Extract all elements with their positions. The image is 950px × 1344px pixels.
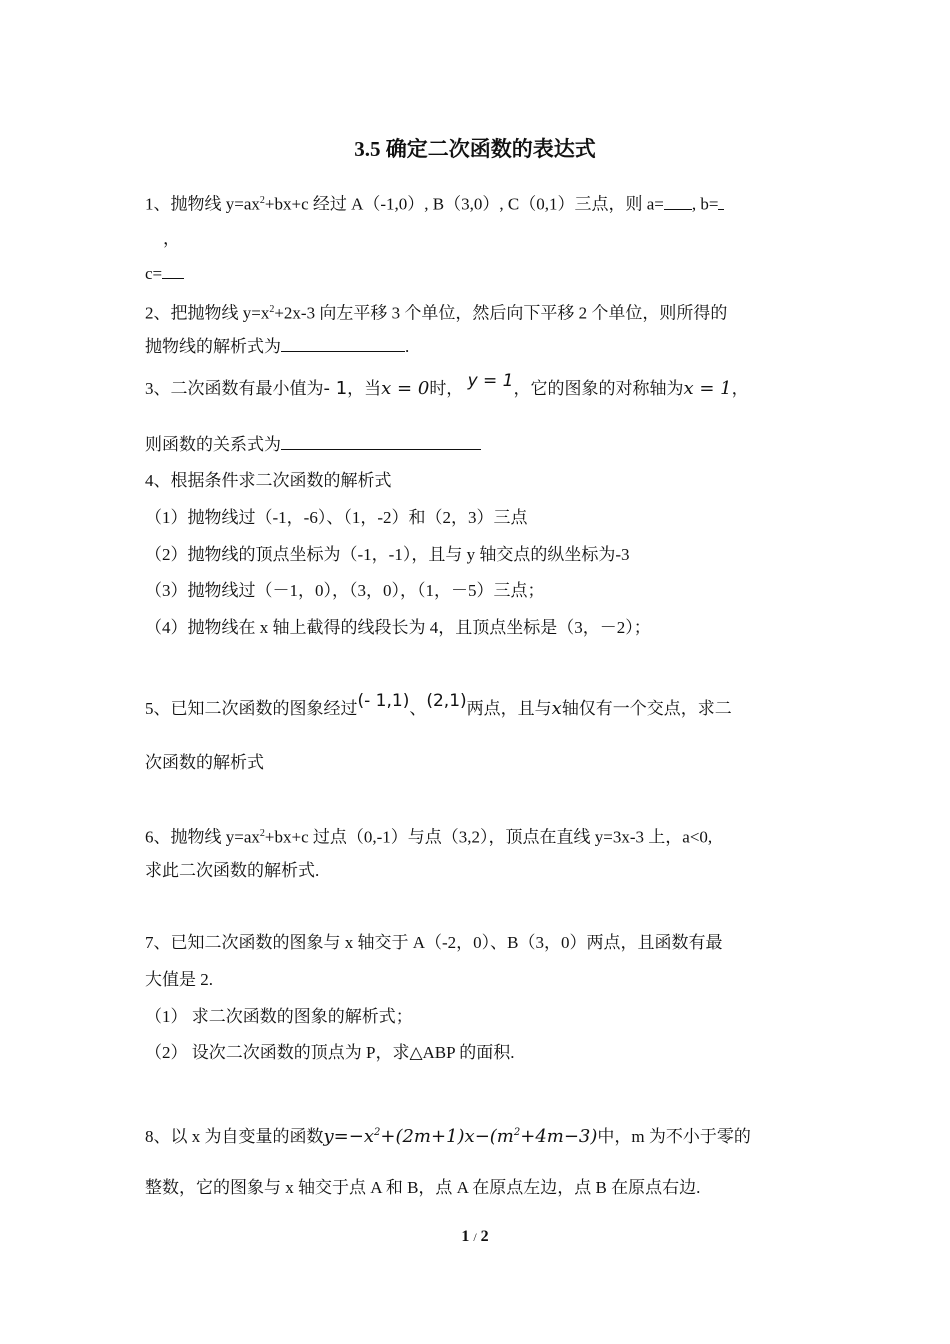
- question-7-sub-2: （2） 设次二次函数的顶点为 P，求△ABP 的面积.: [145, 1043, 515, 1062]
- question-1-line-1: 1、抛物线 $y=ax^2+bx+c$ 经过 A（-1,0）, B（3,0）, C（0,1）三点，则 a= , b=: [145, 189, 724, 217]
- question-5-line-2: 次函数的解析式: [145, 753, 264, 772]
- answer-blank-q3[interactable]: [281, 433, 481, 450]
- question-1-line-2: c=: [145, 262, 184, 286]
- page-number: 1 / 2: [461, 1228, 489, 1245]
- question-4-item: （2）抛物线的顶点坐标为（-1，-1），且与 y 轴交点的纵坐标为-3: [145, 545, 630, 564]
- answer-blank-a[interactable]: [664, 193, 692, 210]
- question-5-line-1: 5、已知二次函数的图象经过(- 1,1)、(2,1)两点，且与x轴仅有一个交点，求二: [145, 691, 732, 719]
- question-2-line-2: 抛物线的解析式为 .: [145, 337, 410, 356]
- question-4-item: （1）抛物线过（-1，-6）、（1，-2）和（2，3）三点: [145, 508, 528, 527]
- question-4-item: （3）抛物线过（－1，0），（3，0），（1，－5）三点；: [145, 581, 545, 600]
- question-6-line-2: 求此二次函数的解析式.: [145, 861, 320, 880]
- question-3-line-1: 3、二次函数有最小值为- 1，当x = 0时， y = 1，它的图象的对称轴为x = 1，: [145, 371, 749, 399]
- question-4-heading: 4、根据条件求二次函数的解析式: [145, 471, 392, 490]
- question-7-line-1: 7、已知二次函数的图象与 x 轴交于 A（-2，0）、B（3，0）两点，且函数有最: [145, 933, 723, 952]
- question-7-sub-1: （1） 求二次函数的图象的解析式；: [145, 1007, 413, 1026]
- answer-blank-q2[interactable]: [281, 335, 405, 352]
- question-8-line-2: 整数，它的图象与 x 轴交于点 A 和 B，点 A 在原点左边，点 B 在原点右边.: [145, 1178, 701, 1197]
- question-1-comma: ，: [163, 229, 180, 248]
- question-8-line-1: 8、以 x 为自变量的函数$y=-x^2+(2m+1)x-(m^2+4m-3)$中，m 为不小于零的: [145, 1126, 751, 1147]
- page-title: 3.5 确定二次函数的表达式: [354, 137, 596, 161]
- question-7-line-2: 大值是 2.: [145, 970, 213, 989]
- answer-blank-c[interactable]: [162, 262, 184, 279]
- answer-blank-b[interactable]: [718, 193, 724, 210]
- function-formula: $y=-x^2+(2m+1)x-(m^2+4m-3)$: [323, 1126, 598, 1147]
- question-2-line-1: 2、把抛物线 $y=x^2+2x-3$ 向左平移 3 个单位，然后向下平移 2 个单位，则所得的: [145, 303, 728, 323]
- question-6-line-1: 6、抛物线 $y=ax^2+bx+c$ 过点（0,-1）与点（3,2），顶点在直线 y=3x-3 上，a<0,: [145, 827, 713, 847]
- question-4-item: （4）抛物线在 x 轴上截得的线段长为 4，且顶点坐标是（3，－2）；: [145, 618, 651, 637]
- question-3-line-2: 则函数的关系式为: [145, 433, 481, 457]
